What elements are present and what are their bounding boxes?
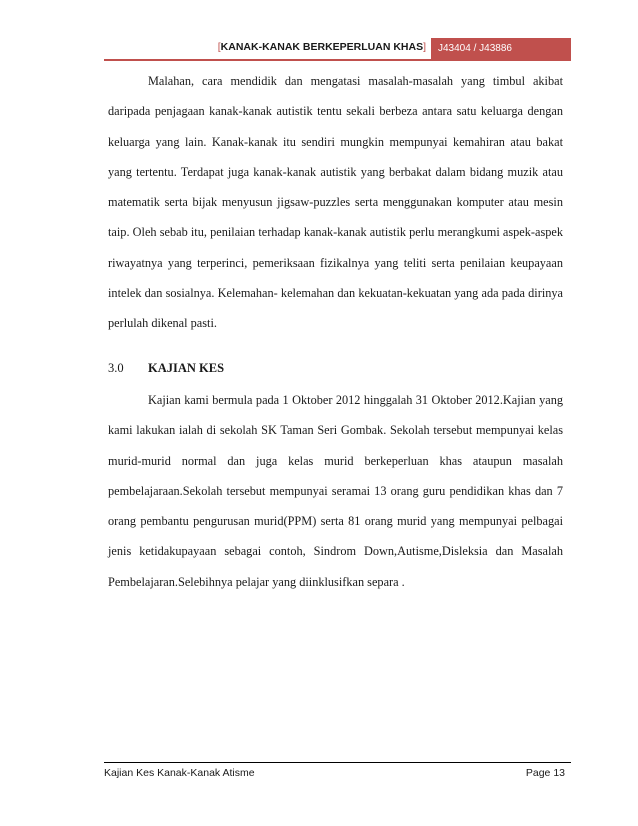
- header-bracket-close: ]: [423, 41, 426, 53]
- header-rule: [104, 59, 571, 61]
- header-title-text: KANAK-KANAK BERKEPERLUAN KHAS: [220, 41, 424, 53]
- footer-document-title: Kajian Kes Kanak-Kanak Atisme: [104, 767, 255, 779]
- footer-page-number: Page 13: [525, 767, 565, 779]
- section-title: KAJIAN KES: [148, 361, 225, 375]
- header-course-code: J43404 / J43886: [431, 38, 571, 59]
- footer-rule: [104, 762, 571, 763]
- section-number: 3.0: [108, 361, 124, 375]
- paragraph-autism-care: Malahan, cara mendidik dan mengatasi masalah-masalah yang timbul akibat daripada penjagaan kanak-kanak autistik tentu sekali berbeza antara satu keluarga dengan keluarga yang lain. Kanak-kanak itu sendiri mungkin mempunyai kemahiran atau bakat yang tertentu. Terdapat juga kanak-kanak autistik yang berbakat dalam bidang muzik atau matematik serta bijak menyusun jigsaw-puzzles serta menggunakan komputer atau mesin taip. Oleh sebab itu, penilaian terhadap kanak-kanak autistik perlu merangkumi aspek-aspek riwayatnya yang terperinci, pemeriksaan fizikalnya yang teliti serta penilaian keupayaan intelek dan sosialnya. Kelemahan- kelemahan dan kekuatan-kekuatan yang ada pada dirinya perlulah dikenal pasti.: [108, 74, 563, 331]
- paragraph-case-study: Kajian kami bermula pada 1 Oktober 2012 hinggalah 31 Oktober 2012.Kajian yang kami lakukan ialah di sekolah SK Taman Seri Gombak. Sekolah tersebut mempunyai kelas murid-murid normal dan juga kelas murid berkeperluan khas ataupun masalah pembelajaraan.Sekolah tersebut mempunyai seramai 13 orang guru pendidikan khas dan 7 orang pembantu pengurusan murid(PPM) serta 81 orang murid yang mempunyai pelbagai jenis ketidakupayaan sebagai contoh, Sindrom Down,Autisme,Disleksia dan Masalah Pembelajaran.Selebihnya pelajar yang diinklusifkan separa .: [108, 393, 563, 589]
- header-title: [200, 41, 426, 53]
- header-bracket-open: [: [217, 41, 221, 53]
- page-header: [0, 38, 638, 60]
